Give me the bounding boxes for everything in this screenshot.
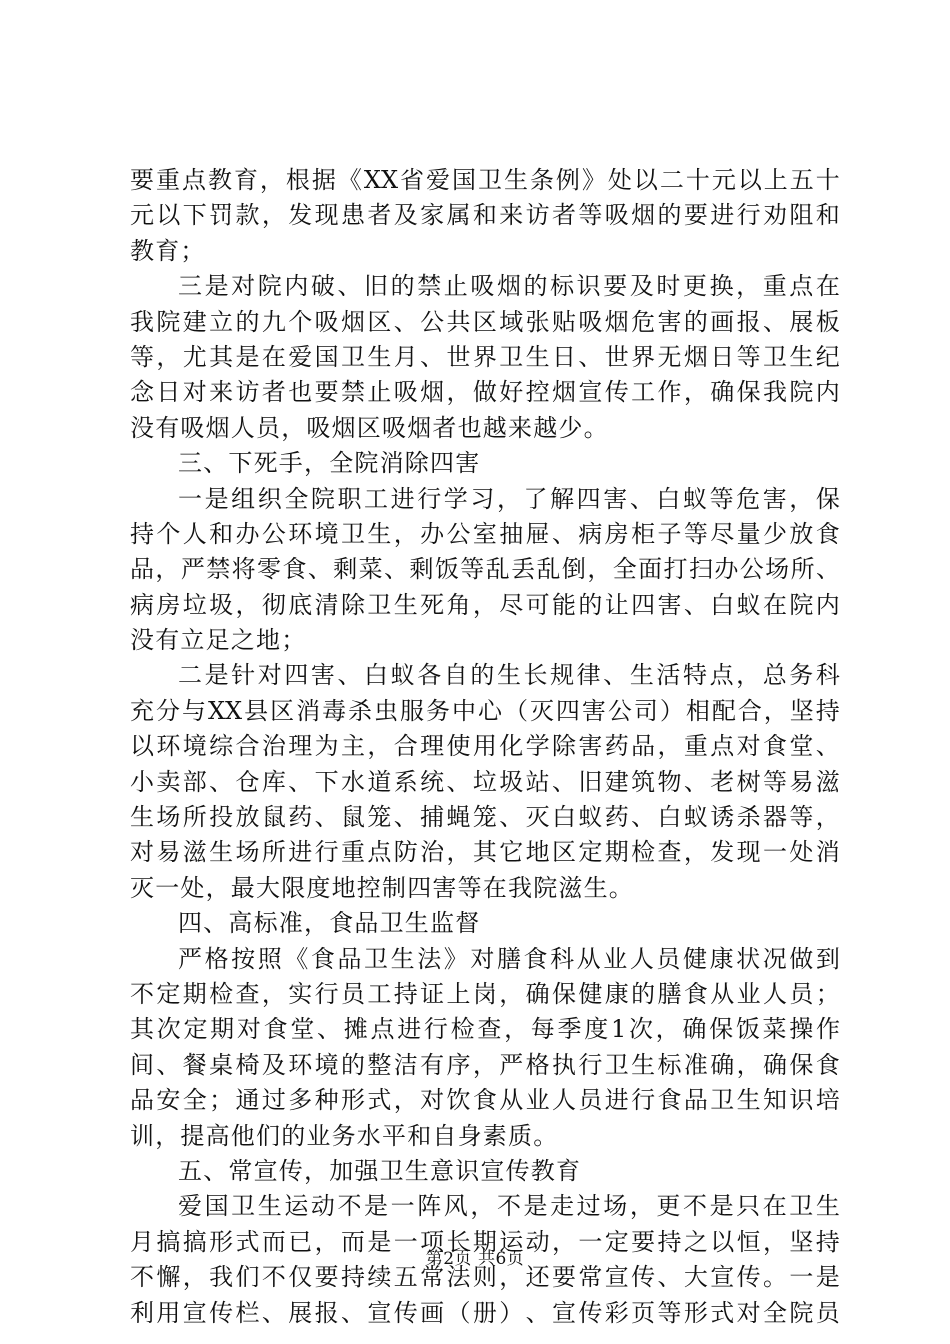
text-line: 我 院 建 立 的 九 个 吸 烟 区 、 公 共 区 域 张 贴 吸 烟 危 害 的 画 报 、 展 板	[130, 307, 840, 336]
text-line: 灭一处，最大限度地控制四害等在我院滋生。	[130, 873, 634, 902]
text-line: 不 懈 ， 我 们 不 仅 要 持 续 五 常 法 则 ， 还 要 常 宣 传 、 大 宣 传 。 一 是	[130, 1263, 840, 1292]
section-heading: 四、高标准，食品卫生监督	[178, 909, 481, 938]
text-line: 品 ， 严 禁 将 零 食 、 剩 菜 、 剩 饭 等 乱 丢 乱 倒 ， 全 面 打 扫 办 公 场 所 、	[130, 555, 840, 584]
text-line: 爱 国 卫 生 运 动 不 是 一 阵 风 ， 不 是 走 过 场 ， 更 不 是 只 在 卫 生	[178, 1192, 840, 1221]
text-line: 元 以 下 罚 款 ， 发 现 患 者 及 家 属 和 来 访 者 等 吸 烟 的 要 进 行 劝 阻 和	[130, 201, 840, 230]
page-number-footer: 第2页 共6页	[425, 1249, 525, 1269]
text-line: 念 日 对 来 访 者 也 要 禁 止 吸 烟 ， 做 好 控 烟 宣 传 工 作 ， 确 保 我 院 内	[130, 378, 840, 407]
text-line: 生 场 所 投 放 鼠 药 、 鼠 笼 、 捕 蝇 笼 、 灭 白 蚁 药 、 白 蚁 诱 杀 器 等 ，	[130, 803, 840, 832]
text-line: 二 是 针 对 四 害 、 白 蚁 各 自 的 生 长 规 律 、 生 活 特 点 ， 总 务 科	[178, 661, 840, 690]
text-line: 对 易 滋 生 场 所 进 行 重 点 防 治 ， 其 它 地 区 定 期 检 查 ， 发 现 一 处 消	[130, 838, 840, 867]
text-line: 持 个 人 和 办 公 环 境 卫 生 ， 办 公 室 抽 屉 、 病 房 柜 子 等 尽 量 少 放 食	[130, 519, 840, 548]
text-line: 月 搞 搞 形 式 而 已 ， 而 是 一 项 长 期 运 动 ， 一 定 要 持 之 以 恒 ， 坚 持	[130, 1227, 840, 1256]
text-line: 教育；	[130, 236, 206, 265]
text-line: 要 重 点 教 育 ， 根 据 《 XX 省 爱 国 卫 生 条 例 》 处 以 二 十 元 以 上 五 十	[130, 166, 840, 194]
text-line: 三 是 对 院 内 破 、 旧 的 禁 止 吸 烟 的 标 识 要 及 时 更 换 ， 重 点 在	[178, 272, 840, 301]
text-line: 病 房 垃 圾 ， 彻 底 清 除 卫 生 死 角 ， 尽 可 能 的 让 四 害 、 白 蚁 在 院 内	[130, 590, 840, 619]
text-line: 等 ， 尤 其 是 在 爱 国 卫 生 月 、 世 界 卫 生 日 、 世 界 无 烟 日 等 卫 生 纪	[130, 342, 840, 371]
text-line: 没有立足之地；	[130, 626, 307, 655]
text-line: 间 、 餐 桌 椅 及 环 境 的 整 洁 有 序 ， 严 格 执 行 卫 生 标 准 确 ， 确 保 食	[130, 1050, 840, 1079]
text-line: 没有吸烟人员，吸烟区吸烟者也越来越少。	[130, 413, 609, 442]
text-line: 其 次 定 期 对 食 堂 、 摊 点 进 行 检 查 ， 每 季 度 1 次 ， 确 保 饭 菜 操 作	[130, 1015, 840, 1044]
text-line: 训，提高他们的业务水平和自身素质。	[130, 1121, 559, 1150]
section-heading: 五、常宣传，加强卫生意识宣传教育	[178, 1156, 582, 1185]
text-line: 小 卖 部 、 仓 库 、 下 水 道 系 统 、 垃 圾 站 、 旧 建 筑 物 、 老 树 等 易 滋	[130, 767, 840, 796]
text-line: 品 安 全 ； 通 过 多 种 形 式 ， 对 饮 食 从 业 人 员 进 行 食 品 卫 生 知 识 培	[130, 1086, 840, 1115]
text-line: 不 定 期 检 查 ， 实 行 员 工 持 证 上 岗 ， 确 保 健 康 的 膳 食 从 业 人 员 ；	[130, 979, 840, 1008]
text-line: 利 用 宣 传 栏 、 展 报 、 宣 传 画 （ 册 ） 、 宣 传 彩 页 等 形 式 对 全 院 员	[130, 1298, 840, 1327]
section-heading: 三、下死手，全院消除四害	[178, 449, 481, 478]
text-line: 一 是 组 织 全 院 职 工 进 行 学 习 ， 了 解 四 害 、 白 蚁 等 危 害 ， 保	[178, 484, 840, 513]
text-line: 严 格 按 照 《 食 品 卫 生 法 》 对 膳 食 科 从 业 人 员 健 康 状 况 做 到	[178, 944, 840, 973]
text-line: 以 环 境 综 合 治 理 为 主 ， 合 理 使 用 化 学 除 害 药 品 ， 重 点 对 食 堂 、	[130, 732, 840, 761]
text-line: 充 分 与 XX 县 区 消 毒 杀 虫 服 务 中 心 （ 灭 四 害 公 司 ） 相 配 合 ， 坚 持	[130, 696, 840, 725]
document-body	[130, 163, 840, 1331]
